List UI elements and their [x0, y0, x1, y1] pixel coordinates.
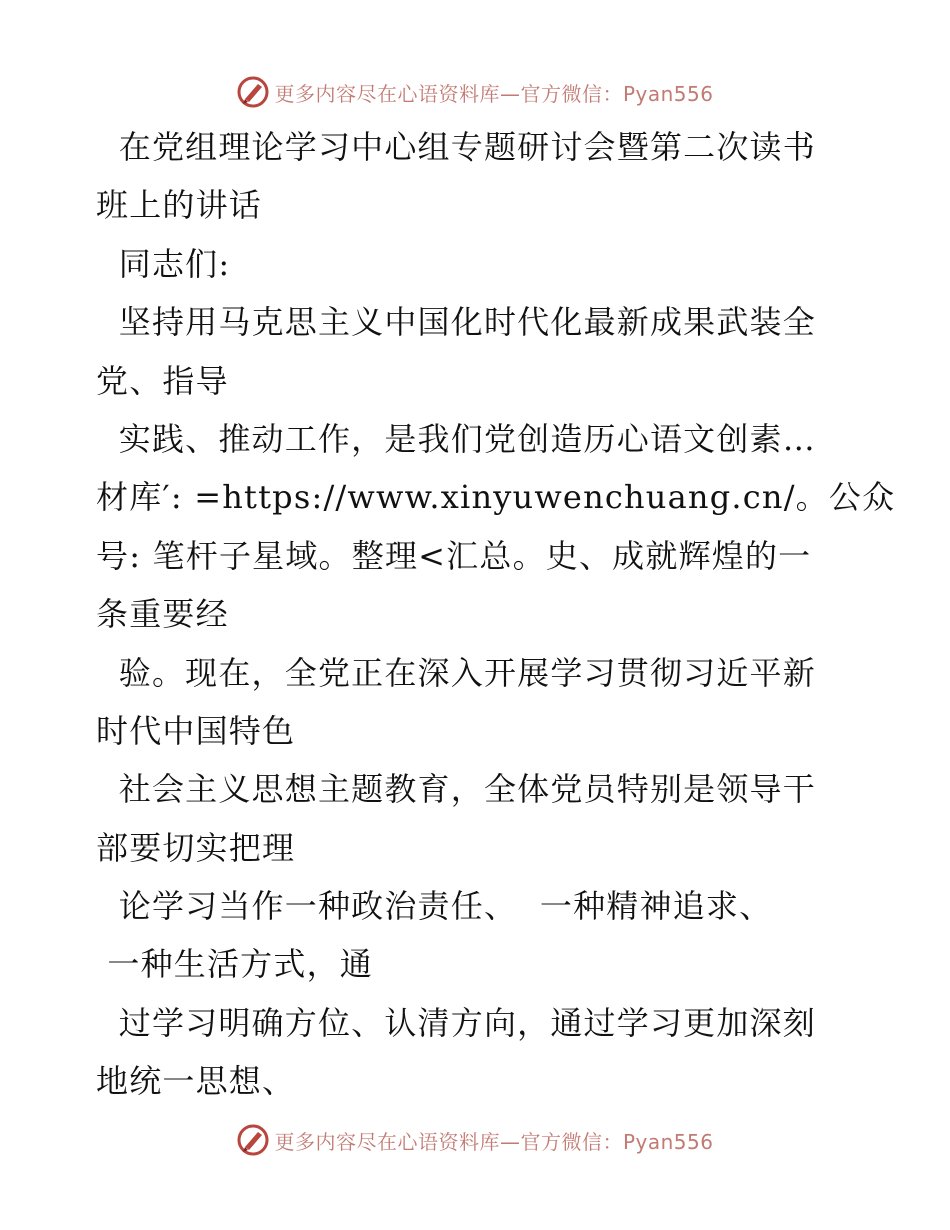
header-banner-text: 更多内容尽在心语资料库—官方微信：Pyan556: [274, 81, 714, 106]
document-body: [96, 118, 896, 1111]
text-line: 实践、推动工作，是我们党创造历心语文创素…: [96, 419, 816, 458]
text-line: 坚持用马克思主义中国化时代化最新成果武装全: [96, 303, 816, 342]
text-line: 地统一思想、: [96, 1062, 296, 1101]
text-line: 号: 笔杆子星域。整理<汇总。史、成就辉煌的一: [96, 536, 812, 575]
text-line: 验。现在，全党正在深入开展学习贯彻习近平新: [96, 653, 816, 692]
footer-banner-text: 更多内容尽在心语资料库—官方微信：Pyan556: [274, 1129, 714, 1154]
text-line: 一种生活方式，通: [96, 945, 373, 984]
text-line: 材库′: =https://www.xinyuwenchuang.cn/。公众: [96, 478, 896, 517]
text-line: 同志们:: [96, 244, 231, 283]
text-line: 时代中国特色: [96, 711, 296, 750]
text-line: 社会主义思想主题教育，全体党员特别是领导干: [96, 770, 816, 809]
text-line: 过学习明确方位、认清方向，通过学习更加深刻: [96, 1003, 816, 1042]
pen-logo-icon: [236, 1123, 270, 1157]
header-banner: [0, 72, 950, 112]
text-line: 党、指导: [96, 361, 229, 400]
footer-banner: [0, 1120, 950, 1160]
text-line: 条重要经: [96, 595, 229, 634]
text-line: 在党组理论学习中心组专题研讨会暨第二次读书: [96, 128, 816, 166]
text-line: 论学习当作一种政治责任、 一种精神追求、: [96, 887, 773, 926]
text-line: 班上的讲话: [96, 186, 263, 225]
text-line: 部要切实把理: [96, 828, 296, 867]
pen-logo-icon: [236, 75, 270, 109]
